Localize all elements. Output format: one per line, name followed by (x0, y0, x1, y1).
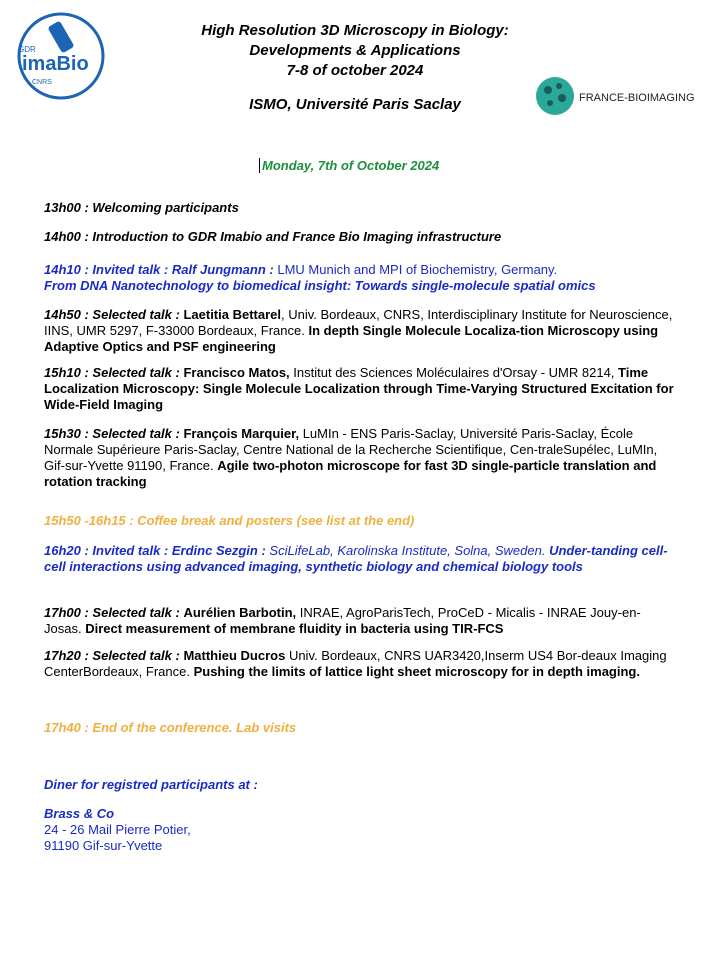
coffee-break-item: 15h50 -16h15 : Coffee break and posters (see list at the end) (44, 513, 415, 528)
talk-item (44, 307, 674, 355)
imabio-gdr-text: GDR (18, 45, 36, 54)
dinner-address-line1: 24 - 26 Mail Pierre Potier, (44, 822, 191, 837)
fbi-text: FRANCE-BIOIMAGING (579, 92, 695, 104)
talk-speaker: Matthieu Ducros (183, 648, 286, 663)
talk-item (44, 648, 674, 680)
talk-affiliation: INRAE, AgroParisTech, ProCeD - Micalis - INRAE Jouy-en-Josas. (44, 605, 641, 636)
imabio-cnrs-text: CNRS (32, 79, 52, 86)
talk-item (44, 543, 674, 575)
event-title-line1: High Resolution 3D Microscopy in Biology: (201, 22, 509, 39)
talk-affiliation: Univ. Bordeaux, CNRS UAR3420,Inserm US4 Bor-deaux Imaging CenterBordeaux, France. (44, 648, 667, 679)
day-heading: Monday, 7th of October 2024 (259, 158, 439, 173)
talk-title: Direct measurement of membrane fluidity in bacteria using TIR-FCS (85, 621, 504, 636)
talk-title: From DNA Nanotechnology to biomedical insight: Towards single-molecule spatial omics (44, 278, 596, 293)
talk-item (44, 365, 674, 413)
france-bioimaging-logo (535, 74, 705, 118)
talk-title: Pushing the limits of lattice light sheet microscopy for in depth imaging. (193, 664, 640, 679)
talk-head: 15h30 : Selected talk : (44, 426, 180, 441)
talk-affiliation: SciLifeLab, Karolinska Institute, Solna, Sweden. (269, 543, 546, 558)
talk-item (44, 605, 674, 637)
talk-head: 16h20 : Invited talk : Erdinc Sezgin : (44, 543, 266, 558)
talk-title: In depth Single Molecule Localiza-tion Microscopy using Adaptive Optics and PSF engineering (44, 323, 659, 354)
welcome-item: 13h00 : Welcoming participants (44, 200, 239, 215)
dinner-heading: Diner for registred participants at : (44, 777, 258, 792)
imabio-name-text: imaBio (22, 53, 89, 75)
dinner-venue-name: Brass & Co (44, 806, 115, 821)
talk-affiliation: , Univ. Bordeaux, CNRS, Interdisciplinary Institute for Neuroscience, IINS, UMR 5297, F-33000 Bordeaux, France. (44, 307, 673, 338)
talk-speaker: Aurélien Barbotin, (183, 605, 297, 620)
dinner-block (44, 777, 674, 854)
event-dates: 7-8 of october 2024 (286, 62, 424, 79)
talk-affiliation: LuMIn - ENS Paris-Saclay, Université Paris-Saclay, École Normale Supérieure Paris-Saclay, Centre National de la Recherche Scientifique, Cen-traleSupélec, LuMIn, Gif-sur-Yvette 91190, France. (44, 426, 658, 473)
event-venue: ISMO, Université Paris Saclay (249, 96, 461, 113)
talk-speaker: Laetitia Bettarel (183, 307, 282, 322)
talk-head: 15h10 : Selected talk : (44, 365, 180, 380)
end-item: 17h40 : End of the conference. Lab visits (44, 720, 297, 735)
talk-head: 14h10 : Invited talk : Ralf Jungmann : (44, 262, 274, 277)
talk-head: 17h00 : Selected talk : (44, 605, 180, 620)
talk-affiliation: LMU Munich and MPI of Biochemistry, Germany. (277, 262, 558, 277)
talk-speaker: Francisco Matos, (183, 365, 290, 380)
intro-item: 14h00 : Introduction to GDR Imabio and France Bio Imaging infrastructure (44, 229, 502, 244)
talk-item (44, 426, 674, 490)
talk-speaker: François Marquier, (183, 426, 300, 441)
talk-title: Under-tanding cell-cell interactions using advanced imaging, synthetic biology and chemical biology tools (44, 543, 668, 574)
talk-head: 17h20 : Selected talk : (44, 648, 180, 663)
event-header (160, 21, 550, 115)
dinner-address-line2: 91190 Gif-sur-Yvette (44, 838, 163, 853)
talk-head: 14h50 : Selected talk : (44, 307, 180, 322)
imabio-logo (10, 12, 112, 100)
event-title-line2: Developments & Applications (249, 42, 461, 59)
talk-title: Time Localization Microscopy: Single Molecule Localization through Time-Varying Structured Excitation for Wide-Field Imaging (44, 365, 674, 412)
talk-title: Agile two-photon microscope for fast 3D single-particle translation and rotation tracking (44, 458, 657, 489)
talk-item (44, 262, 674, 294)
talk-affiliation: Institut des Sciences Moléculaires d'Orsay - UMR 8214, (293, 365, 615, 380)
